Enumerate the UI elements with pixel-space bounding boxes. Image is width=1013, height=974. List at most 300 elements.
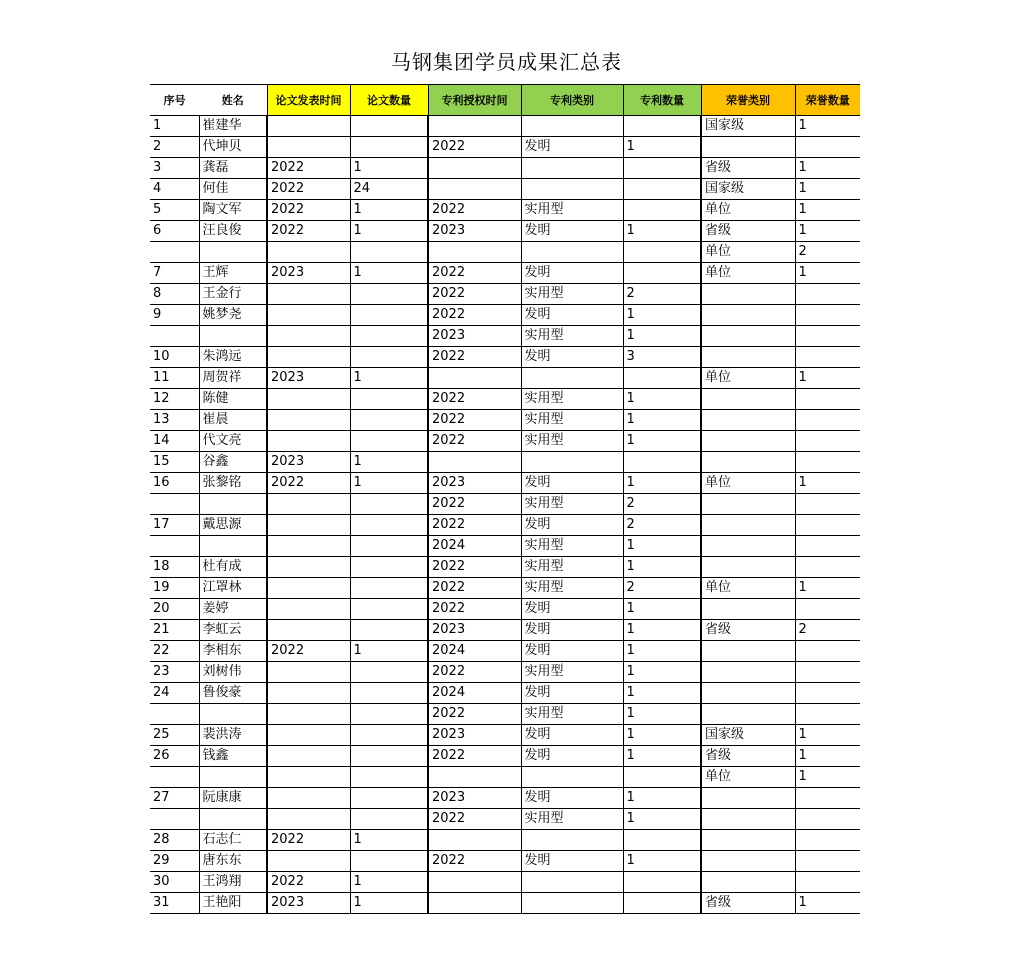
cell-paper-date[interactable]: 2022 bbox=[267, 641, 350, 662]
cell-seq[interactable]: 8 bbox=[150, 284, 199, 305]
cell-seq[interactable]: 18 bbox=[150, 557, 199, 578]
cell-honor-count[interactable] bbox=[795, 431, 860, 452]
cell-patent-type[interactable]: 实用型 bbox=[521, 809, 623, 830]
cell-patent-date[interactable]: 2023 bbox=[428, 788, 521, 809]
cell-seq[interactable]: 21 bbox=[150, 620, 199, 641]
cell-patent-date[interactable]: 2022 bbox=[428, 284, 521, 305]
cell-honor-count[interactable] bbox=[795, 704, 860, 725]
cell-paper-count[interactable]: 1 bbox=[350, 221, 428, 242]
cell-seq[interactable]: 26 bbox=[150, 746, 199, 767]
cell-paper-date[interactable] bbox=[267, 410, 350, 431]
cell-honor-count[interactable]: 1 bbox=[795, 767, 860, 788]
cell-honor-type[interactable] bbox=[701, 284, 795, 305]
cell-paper-date[interactable] bbox=[267, 515, 350, 536]
cell-patent-type[interactable]: 发明 bbox=[521, 137, 623, 158]
cell-paper-date[interactable] bbox=[267, 851, 350, 872]
cell-honor-type[interactable] bbox=[701, 347, 795, 368]
cell-seq[interactable]: 5 bbox=[150, 200, 199, 221]
cell-honor-type[interactable] bbox=[701, 452, 795, 473]
cell-patent-date[interactable]: 2022 bbox=[428, 431, 521, 452]
cell-honor-count[interactable] bbox=[795, 683, 860, 704]
cell-seq[interactable] bbox=[150, 704, 199, 725]
cell-patent-type[interactable]: 实用型 bbox=[521, 662, 623, 683]
cell-patent-date[interactable]: 2023 bbox=[428, 473, 521, 494]
cell-name[interactable] bbox=[199, 242, 267, 263]
cell-seq[interactable]: 29 bbox=[150, 851, 199, 872]
cell-paper-count[interactable]: 1 bbox=[350, 452, 428, 473]
cell-patent-count[interactable]: 1 bbox=[623, 746, 701, 767]
cell-patent-count[interactable]: 1 bbox=[623, 221, 701, 242]
cell-paper-count[interactable] bbox=[350, 767, 428, 788]
cell-honor-type[interactable] bbox=[701, 809, 795, 830]
cell-patent-count[interactable]: 2 bbox=[623, 284, 701, 305]
cell-patent-type[interactable] bbox=[521, 179, 623, 200]
cell-patent-count[interactable] bbox=[623, 767, 701, 788]
cell-seq[interactable]: 6 bbox=[150, 221, 199, 242]
cell-honor-count[interactable]: 1 bbox=[795, 221, 860, 242]
cell-paper-count[interactable] bbox=[350, 809, 428, 830]
cell-patent-count[interactable] bbox=[623, 200, 701, 221]
cell-seq[interactable]: 7 bbox=[150, 263, 199, 284]
cell-patent-count[interactable]: 3 bbox=[623, 347, 701, 368]
cell-name[interactable]: 周贺祥 bbox=[199, 368, 267, 389]
cell-seq[interactable]: 13 bbox=[150, 410, 199, 431]
cell-patent-date[interactable] bbox=[428, 830, 521, 851]
cell-patent-type[interactable]: 实用型 bbox=[521, 284, 623, 305]
cell-honor-count[interactable]: 1 bbox=[795, 578, 860, 599]
cell-honor-type[interactable] bbox=[701, 830, 795, 851]
cell-honor-type[interactable] bbox=[701, 851, 795, 872]
cell-honor-count[interactable]: 2 bbox=[795, 620, 860, 641]
cell-seq[interactable]: 4 bbox=[150, 179, 199, 200]
cell-patent-count[interactable]: 1 bbox=[623, 431, 701, 452]
cell-paper-date[interactable]: 2023 bbox=[267, 368, 350, 389]
cell-patent-count[interactable]: 1 bbox=[623, 557, 701, 578]
cell-patent-count[interactable]: 1 bbox=[623, 725, 701, 746]
cell-name[interactable]: 石志仁 bbox=[199, 830, 267, 851]
cell-paper-date[interactable] bbox=[267, 305, 350, 326]
cell-paper-date[interactable] bbox=[267, 242, 350, 263]
cell-patent-date[interactable] bbox=[428, 158, 521, 179]
cell-patent-count[interactable] bbox=[623, 116, 701, 137]
cell-name[interactable] bbox=[199, 809, 267, 830]
cell-patent-date[interactable]: 2022 bbox=[428, 704, 521, 725]
cell-honor-type[interactable]: 国家级 bbox=[701, 725, 795, 746]
col-header-name[interactable]: 姓名 bbox=[199, 85, 267, 116]
cell-honor-count[interactable] bbox=[795, 872, 860, 893]
cell-honor-type[interactable] bbox=[701, 599, 795, 620]
cell-patent-count[interactable]: 1 bbox=[623, 641, 701, 662]
col-header-patent-date[interactable]: 专利授权时间 bbox=[428, 85, 521, 116]
cell-name[interactable]: 崔晨 bbox=[199, 410, 267, 431]
cell-honor-count[interactable]: 1 bbox=[795, 158, 860, 179]
cell-paper-date[interactable] bbox=[267, 389, 350, 410]
cell-name[interactable]: 何佳 bbox=[199, 179, 267, 200]
cell-name[interactable]: 代文亮 bbox=[199, 431, 267, 452]
cell-honor-count[interactable]: 1 bbox=[795, 746, 860, 767]
cell-patent-date[interactable]: 2022 bbox=[428, 662, 521, 683]
cell-name[interactable]: 阮康康 bbox=[199, 788, 267, 809]
cell-patent-date[interactable]: 2022 bbox=[428, 809, 521, 830]
cell-paper-count[interactable]: 1 bbox=[350, 158, 428, 179]
cell-patent-type[interactable]: 发明 bbox=[521, 641, 623, 662]
cell-paper-count[interactable] bbox=[350, 410, 428, 431]
cell-honor-count[interactable] bbox=[795, 515, 860, 536]
cell-honor-type[interactable] bbox=[701, 431, 795, 452]
cell-patent-count[interactable] bbox=[623, 368, 701, 389]
cell-honor-type[interactable]: 单位 bbox=[701, 368, 795, 389]
cell-honor-type[interactable] bbox=[701, 683, 795, 704]
cell-name[interactable]: 李相东 bbox=[199, 641, 267, 662]
cell-name[interactable]: 江罩林 bbox=[199, 578, 267, 599]
col-header-honor-type[interactable]: 荣誉类别 bbox=[701, 85, 795, 116]
cell-name[interactable]: 王艳阳 bbox=[199, 893, 267, 914]
cell-honor-count[interactable] bbox=[795, 305, 860, 326]
cell-patent-type[interactable]: 实用型 bbox=[521, 200, 623, 221]
cell-paper-count[interactable] bbox=[350, 389, 428, 410]
cell-seq[interactable]: 2 bbox=[150, 137, 199, 158]
cell-paper-count[interactable] bbox=[350, 725, 428, 746]
cell-honor-type[interactable]: 省级 bbox=[701, 620, 795, 641]
cell-seq[interactable]: 15 bbox=[150, 452, 199, 473]
cell-honor-count[interactable] bbox=[795, 494, 860, 515]
cell-name[interactable]: 裴洪涛 bbox=[199, 725, 267, 746]
cell-honor-count[interactable]: 1 bbox=[795, 473, 860, 494]
cell-patent-count[interactable]: 1 bbox=[623, 620, 701, 641]
cell-seq[interactable] bbox=[150, 767, 199, 788]
cell-seq[interactable] bbox=[150, 326, 199, 347]
cell-patent-count[interactable]: 1 bbox=[623, 851, 701, 872]
cell-patent-date[interactable] bbox=[428, 179, 521, 200]
cell-patent-type[interactable]: 实用型 bbox=[521, 431, 623, 452]
cell-patent-type[interactable]: 实用型 bbox=[521, 557, 623, 578]
cell-patent-type[interactable] bbox=[521, 158, 623, 179]
cell-patent-count[interactable]: 1 bbox=[623, 809, 701, 830]
cell-patent-date[interactable]: 2022 bbox=[428, 557, 521, 578]
cell-patent-type[interactable]: 发明 bbox=[521, 263, 623, 284]
cell-name[interactable] bbox=[199, 326, 267, 347]
cell-name[interactable]: 王鸿翔 bbox=[199, 872, 267, 893]
cell-paper-date[interactable]: 2022 bbox=[267, 158, 350, 179]
cell-paper-count[interactable] bbox=[350, 704, 428, 725]
cell-patent-type[interactable]: 发明 bbox=[521, 221, 623, 242]
cell-patent-type[interactable]: 发明 bbox=[521, 515, 623, 536]
cell-honor-type[interactable]: 单位 bbox=[701, 242, 795, 263]
cell-patent-type[interactable] bbox=[521, 116, 623, 137]
cell-patent-type[interactable]: 发明 bbox=[521, 725, 623, 746]
cell-patent-count[interactable]: 1 bbox=[623, 662, 701, 683]
cell-patent-date[interactable]: 2022 bbox=[428, 515, 521, 536]
cell-paper-count[interactable] bbox=[350, 746, 428, 767]
cell-seq[interactable] bbox=[150, 809, 199, 830]
cell-patent-count[interactable]: 2 bbox=[623, 578, 701, 599]
cell-patent-date[interactable]: 2022 bbox=[428, 137, 521, 158]
cell-patent-date[interactable] bbox=[428, 116, 521, 137]
cell-patent-date[interactable]: 2022 bbox=[428, 578, 521, 599]
cell-paper-count[interactable]: 24 bbox=[350, 179, 428, 200]
cell-paper-date[interactable]: 2022 bbox=[267, 473, 350, 494]
cell-paper-count[interactable] bbox=[350, 557, 428, 578]
cell-honor-count[interactable] bbox=[795, 536, 860, 557]
cell-paper-date[interactable] bbox=[267, 347, 350, 368]
cell-paper-count[interactable]: 1 bbox=[350, 263, 428, 284]
cell-name[interactable] bbox=[199, 767, 267, 788]
cell-patent-type[interactable]: 发明 bbox=[521, 620, 623, 641]
cell-name[interactable]: 张黎铭 bbox=[199, 473, 267, 494]
cell-name[interactable]: 王金行 bbox=[199, 284, 267, 305]
cell-honor-count[interactable] bbox=[795, 830, 860, 851]
cell-patent-type[interactable]: 实用型 bbox=[521, 410, 623, 431]
cell-paper-count[interactable]: 1 bbox=[350, 200, 428, 221]
cell-paper-date[interactable]: 2023 bbox=[267, 263, 350, 284]
cell-paper-date[interactable] bbox=[267, 116, 350, 137]
cell-patent-date[interactable]: 2023 bbox=[428, 221, 521, 242]
cell-name[interactable]: 崔建华 bbox=[199, 116, 267, 137]
cell-paper-count[interactable] bbox=[350, 536, 428, 557]
cell-name[interactable]: 姜婷 bbox=[199, 599, 267, 620]
cell-honor-type[interactable] bbox=[701, 788, 795, 809]
cell-paper-count[interactable]: 1 bbox=[350, 641, 428, 662]
cell-patent-count[interactable]: 1 bbox=[623, 326, 701, 347]
cell-name[interactable]: 代坤贝 bbox=[199, 137, 267, 158]
cell-paper-count[interactable] bbox=[350, 599, 428, 620]
cell-paper-count[interactable]: 1 bbox=[350, 830, 428, 851]
cell-patent-count[interactable]: 1 bbox=[623, 788, 701, 809]
cell-seq[interactable]: 23 bbox=[150, 662, 199, 683]
cell-patent-type[interactable] bbox=[521, 767, 623, 788]
cell-honor-count[interactable]: 1 bbox=[795, 368, 860, 389]
cell-honor-type[interactable]: 国家级 bbox=[701, 116, 795, 137]
cell-seq[interactable]: 16 bbox=[150, 473, 199, 494]
cell-honor-count[interactable] bbox=[795, 410, 860, 431]
cell-paper-count[interactable] bbox=[350, 494, 428, 515]
cell-honor-type[interactable] bbox=[701, 662, 795, 683]
cell-paper-date[interactable] bbox=[267, 809, 350, 830]
cell-honor-count[interactable]: 1 bbox=[795, 263, 860, 284]
cell-paper-date[interactable] bbox=[267, 284, 350, 305]
cell-patent-type[interactable]: 实用型 bbox=[521, 578, 623, 599]
cell-honor-type[interactable]: 单位 bbox=[701, 578, 795, 599]
cell-paper-count[interactable] bbox=[350, 578, 428, 599]
cell-patent-date[interactable]: 2022 bbox=[428, 305, 521, 326]
cell-patent-type[interactable]: 发明 bbox=[521, 851, 623, 872]
cell-honor-count[interactable]: 1 bbox=[795, 725, 860, 746]
cell-seq[interactable]: 24 bbox=[150, 683, 199, 704]
cell-honor-type[interactable] bbox=[701, 389, 795, 410]
cell-patent-date[interactable] bbox=[428, 872, 521, 893]
cell-seq[interactable]: 11 bbox=[150, 368, 199, 389]
cell-patent-date[interactable]: 2022 bbox=[428, 263, 521, 284]
cell-paper-date[interactable] bbox=[267, 137, 350, 158]
cell-patent-date[interactable]: 2022 bbox=[428, 494, 521, 515]
cell-patent-type[interactable] bbox=[521, 830, 623, 851]
cell-patent-date[interactable]: 2022 bbox=[428, 410, 521, 431]
cell-patent-type[interactable] bbox=[521, 242, 623, 263]
cell-patent-count[interactable]: 1 bbox=[623, 410, 701, 431]
cell-honor-count[interactable] bbox=[795, 641, 860, 662]
cell-patent-date[interactable] bbox=[428, 368, 521, 389]
cell-paper-count[interactable] bbox=[350, 116, 428, 137]
cell-patent-count[interactable]: 1 bbox=[623, 305, 701, 326]
cell-paper-date[interactable]: 2023 bbox=[267, 893, 350, 914]
cell-paper-date[interactable] bbox=[267, 662, 350, 683]
col-header-paper-count[interactable]: 论文数量 bbox=[350, 85, 428, 116]
cell-honor-count[interactable] bbox=[795, 788, 860, 809]
cell-patent-date[interactable]: 2024 bbox=[428, 536, 521, 557]
cell-seq[interactable] bbox=[150, 242, 199, 263]
cell-paper-date[interactable]: 2022 bbox=[267, 830, 350, 851]
cell-honor-type[interactable] bbox=[701, 494, 795, 515]
cell-honor-type[interactable] bbox=[701, 137, 795, 158]
cell-paper-count[interactable]: 1 bbox=[350, 473, 428, 494]
cell-honor-type[interactable] bbox=[701, 704, 795, 725]
cell-paper-date[interactable] bbox=[267, 767, 350, 788]
cell-paper-count[interactable] bbox=[350, 662, 428, 683]
cell-name[interactable]: 朱鸿远 bbox=[199, 347, 267, 368]
cell-honor-type[interactable] bbox=[701, 410, 795, 431]
cell-honor-type[interactable]: 单位 bbox=[701, 200, 795, 221]
cell-name[interactable]: 钱鑫 bbox=[199, 746, 267, 767]
cell-seq[interactable]: 31 bbox=[150, 893, 199, 914]
cell-paper-count[interactable] bbox=[350, 137, 428, 158]
cell-patent-date[interactable] bbox=[428, 452, 521, 473]
cell-seq[interactable]: 3 bbox=[150, 158, 199, 179]
cell-seq[interactable]: 9 bbox=[150, 305, 199, 326]
cell-patent-date[interactable]: 2022 bbox=[428, 389, 521, 410]
cell-patent-type[interactable]: 实用型 bbox=[521, 704, 623, 725]
cell-seq[interactable]: 20 bbox=[150, 599, 199, 620]
cell-patent-date[interactable]: 2024 bbox=[428, 683, 521, 704]
cell-name[interactable]: 龚磊 bbox=[199, 158, 267, 179]
cell-patent-date[interactable]: 2022 bbox=[428, 599, 521, 620]
cell-patent-count[interactable]: 2 bbox=[623, 494, 701, 515]
cell-honor-count[interactable] bbox=[795, 389, 860, 410]
cell-name[interactable] bbox=[199, 494, 267, 515]
cell-seq[interactable]: 10 bbox=[150, 347, 199, 368]
cell-patent-count[interactable]: 1 bbox=[623, 389, 701, 410]
cell-patent-date[interactable] bbox=[428, 893, 521, 914]
cell-patent-date[interactable] bbox=[428, 242, 521, 263]
cell-seq[interactable] bbox=[150, 494, 199, 515]
cell-paper-date[interactable] bbox=[267, 578, 350, 599]
cell-seq[interactable]: 28 bbox=[150, 830, 199, 851]
cell-paper-date[interactable] bbox=[267, 494, 350, 515]
cell-seq[interactable]: 25 bbox=[150, 725, 199, 746]
cell-honor-count[interactable]: 1 bbox=[795, 116, 860, 137]
col-header-seq[interactable]: 序号 bbox=[150, 85, 199, 116]
cell-paper-date[interactable]: 2022 bbox=[267, 200, 350, 221]
col-header-patent-type[interactable]: 专利类别 bbox=[521, 85, 623, 116]
cell-patent-type[interactable]: 发明 bbox=[521, 746, 623, 767]
cell-honor-type[interactable]: 单位 bbox=[701, 473, 795, 494]
cell-honor-type[interactable]: 省级 bbox=[701, 746, 795, 767]
cell-paper-count[interactable] bbox=[350, 242, 428, 263]
cell-name[interactable]: 王辉 bbox=[199, 263, 267, 284]
cell-honor-count[interactable] bbox=[795, 284, 860, 305]
cell-paper-date[interactable] bbox=[267, 620, 350, 641]
cell-patent-count[interactable] bbox=[623, 263, 701, 284]
cell-seq[interactable]: 19 bbox=[150, 578, 199, 599]
cell-name[interactable]: 陶文军 bbox=[199, 200, 267, 221]
cell-seq[interactable]: 17 bbox=[150, 515, 199, 536]
cell-name[interactable]: 戴思源 bbox=[199, 515, 267, 536]
cell-patent-count[interactable] bbox=[623, 179, 701, 200]
cell-patent-count[interactable] bbox=[623, 242, 701, 263]
cell-patent-type[interactable] bbox=[521, 452, 623, 473]
cell-honor-type[interactable]: 国家级 bbox=[701, 179, 795, 200]
cell-paper-date[interactable]: 2022 bbox=[267, 872, 350, 893]
col-header-honor-count[interactable]: 荣誉数量 bbox=[795, 85, 860, 116]
cell-name[interactable]: 唐东东 bbox=[199, 851, 267, 872]
cell-name[interactable] bbox=[199, 536, 267, 557]
cell-paper-date[interactable] bbox=[267, 746, 350, 767]
cell-patent-type[interactable] bbox=[521, 368, 623, 389]
cell-name[interactable]: 谷鑫 bbox=[199, 452, 267, 473]
cell-paper-date[interactable]: 2022 bbox=[267, 179, 350, 200]
cell-patent-count[interactable]: 1 bbox=[623, 137, 701, 158]
cell-seq[interactable]: 27 bbox=[150, 788, 199, 809]
col-header-patent-count[interactable]: 专利数量 bbox=[623, 85, 701, 116]
cell-paper-count[interactable]: 1 bbox=[350, 893, 428, 914]
cell-honor-count[interactable] bbox=[795, 137, 860, 158]
cell-patent-count[interactable]: 2 bbox=[623, 515, 701, 536]
cell-paper-date[interactable] bbox=[267, 326, 350, 347]
cell-honor-type[interactable] bbox=[701, 305, 795, 326]
cell-honor-count[interactable] bbox=[795, 347, 860, 368]
cell-paper-date[interactable]: 2023 bbox=[267, 452, 350, 473]
cell-honor-type[interactable] bbox=[701, 557, 795, 578]
cell-patent-date[interactable]: 2022 bbox=[428, 746, 521, 767]
cell-name[interactable]: 刘树伟 bbox=[199, 662, 267, 683]
cell-patent-type[interactable]: 发明 bbox=[521, 683, 623, 704]
cell-patent-date[interactable]: 2022 bbox=[428, 347, 521, 368]
cell-paper-count[interactable] bbox=[350, 347, 428, 368]
cell-honor-count[interactable] bbox=[795, 851, 860, 872]
cell-paper-count[interactable]: 1 bbox=[350, 368, 428, 389]
cell-paper-date[interactable] bbox=[267, 704, 350, 725]
cell-name[interactable] bbox=[199, 704, 267, 725]
cell-name[interactable]: 鲁俊豪 bbox=[199, 683, 267, 704]
cell-patent-date[interactable]: 2023 bbox=[428, 620, 521, 641]
cell-honor-type[interactable]: 省级 bbox=[701, 221, 795, 242]
cell-honor-type[interactable] bbox=[701, 641, 795, 662]
cell-seq[interactable] bbox=[150, 536, 199, 557]
cell-seq[interactable]: 1 bbox=[150, 116, 199, 137]
cell-patent-type[interactable] bbox=[521, 893, 623, 914]
cell-honor-type[interactable]: 省级 bbox=[701, 893, 795, 914]
cell-patent-type[interactable]: 发明 bbox=[521, 473, 623, 494]
cell-patent-count[interactable]: 1 bbox=[623, 704, 701, 725]
cell-honor-type[interactable]: 省级 bbox=[701, 158, 795, 179]
col-header-paper-date[interactable]: 论文发表时间 bbox=[267, 85, 350, 116]
cell-paper-count[interactable] bbox=[350, 305, 428, 326]
cell-honor-count[interactable]: 1 bbox=[795, 200, 860, 221]
cell-patent-type[interactable]: 发明 bbox=[521, 305, 623, 326]
cell-patent-type[interactable] bbox=[521, 872, 623, 893]
cell-paper-date[interactable] bbox=[267, 557, 350, 578]
cell-paper-date[interactable] bbox=[267, 788, 350, 809]
cell-seq[interactable]: 22 bbox=[150, 641, 199, 662]
cell-name[interactable]: 汪良俊 bbox=[199, 221, 267, 242]
cell-honor-type[interactable]: 单位 bbox=[701, 767, 795, 788]
cell-patent-date[interactable]: 2022 bbox=[428, 851, 521, 872]
cell-patent-count[interactable]: 1 bbox=[623, 536, 701, 557]
cell-paper-date[interactable] bbox=[267, 683, 350, 704]
cell-patent-date[interactable]: 2023 bbox=[428, 725, 521, 746]
cell-patent-count[interactable] bbox=[623, 893, 701, 914]
cell-paper-date[interactable] bbox=[267, 431, 350, 452]
cell-seq[interactable]: 14 bbox=[150, 431, 199, 452]
